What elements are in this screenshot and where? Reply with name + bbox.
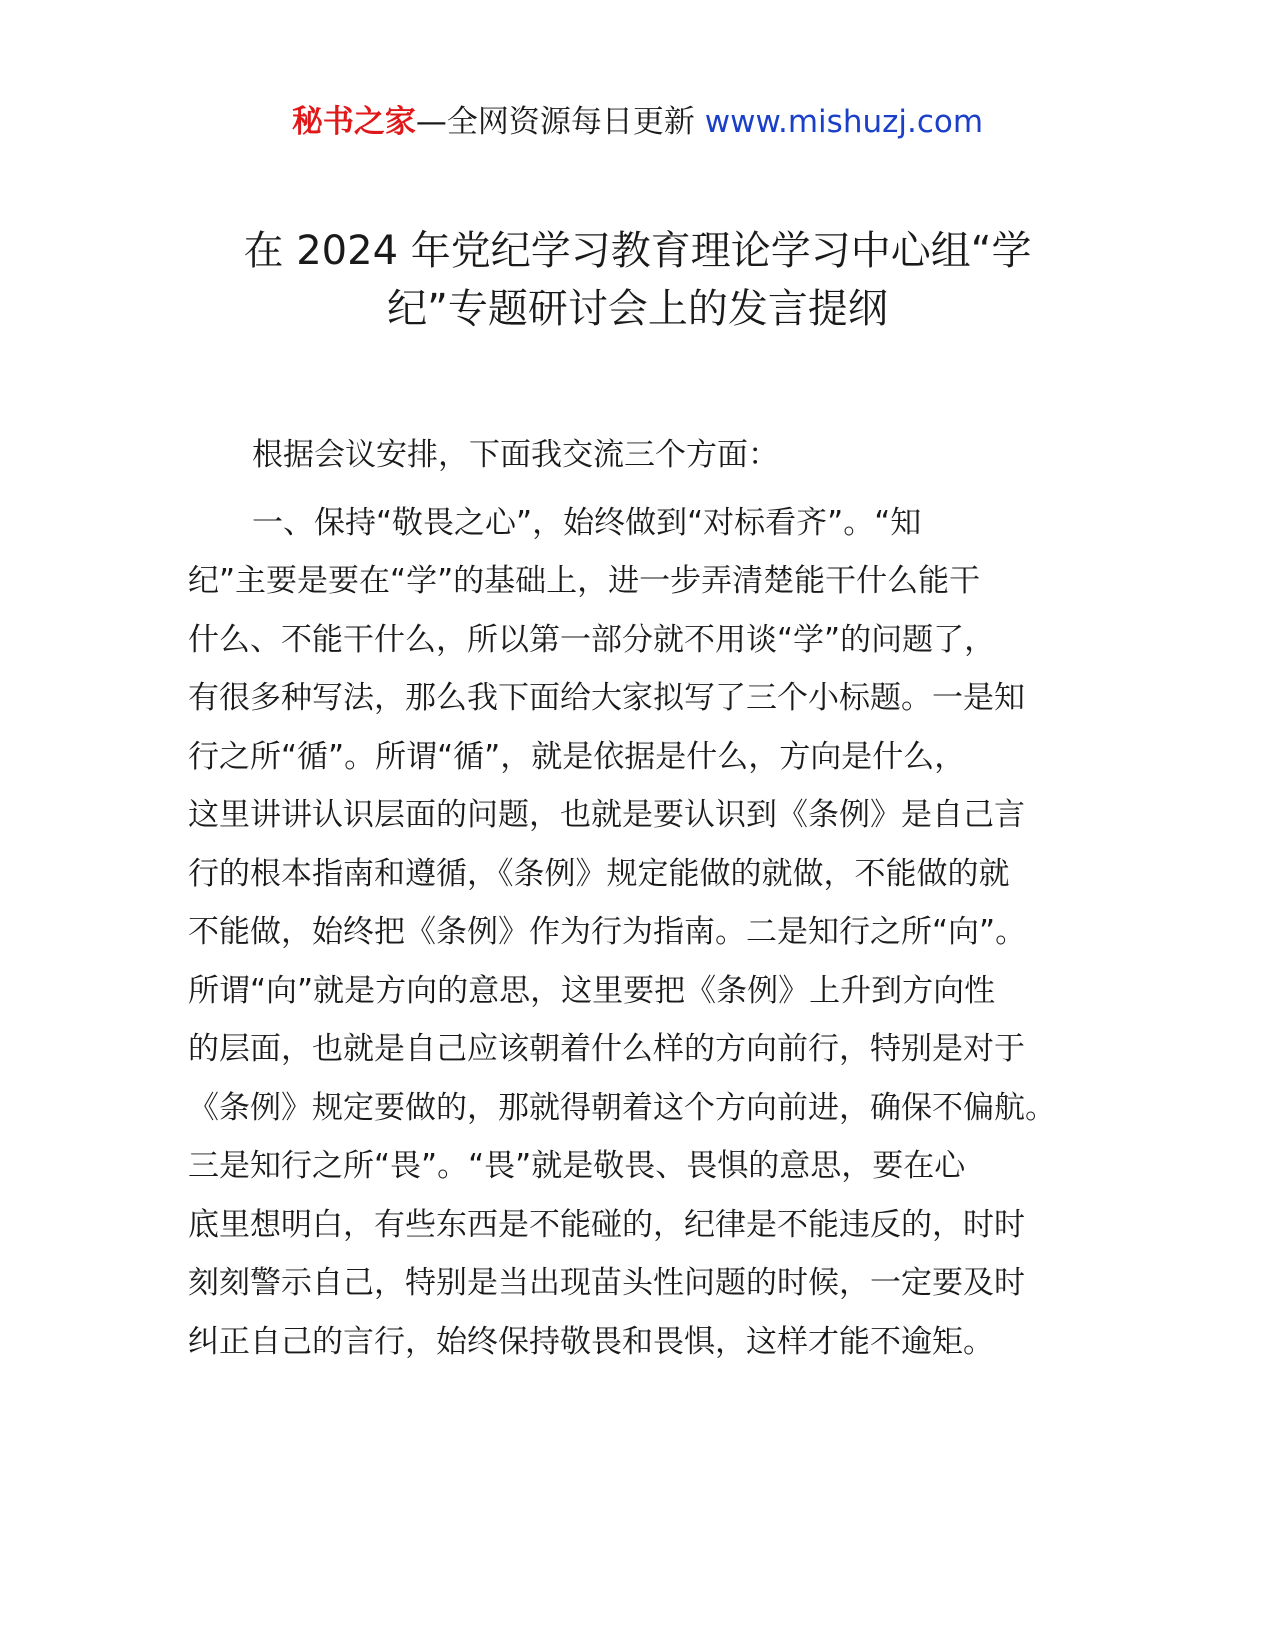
paragraph-line: 这里讲讲认识层面的问题，也就是要认识到《条例》是自己言 <box>188 797 1025 833</box>
site-url-link[interactable]: www.mishuzj.com <box>704 104 984 140</box>
paragraph-line: 的层面，也就是自己应该朝着什么样的方向前行，特别是对于 <box>188 1031 1025 1067</box>
section-1-paragraph <box>188 494 1088 1372</box>
document-title-line-1: 在 2024 年党纪学习教育理论学习中心组“学 <box>243 228 1032 274</box>
paragraph-line: 什么、不能干什么，所以第一部分就不用谈“学”的问题了， <box>188 621 996 658</box>
document-title-line-2: 纪”专题研讨会上的发言提纲 <box>387 286 888 332</box>
intro-line: 根据会议安排，下面我交流三个方面： <box>252 437 779 473</box>
paragraph-line: 《条例》规定要做的，那就得朝着这个方向前进，确保不偏航。 <box>188 1089 1056 1126</box>
document-title <box>150 222 1125 338</box>
paragraph-line: 不能做，始终把《条例》作为行为指南。二是知行之所“向”。 <box>188 914 1027 950</box>
intro-paragraph <box>188 426 1088 485</box>
paragraph-line: 底里想明白，有些东西是不能碰的，纪律是不能违反的，时时 <box>188 1206 1025 1243</box>
paragraph-line: 纪”主要是要在“学”的基础上，进一步弄清楚能干什么能干 <box>188 563 981 599</box>
paragraph-line: 刻刻警示自己，特别是当出现苗头性问题的时候，一定要及时 <box>188 1265 1025 1301</box>
paragraph-line: 行之所“循”。所谓“循”，就是依据是什么，方向是什么， <box>188 738 966 775</box>
site-header <box>0 100 1275 144</box>
paragraph-line: 三是知行之所“畏”。“畏”就是敬畏、畏惧的意思，要在心 <box>188 1148 966 1184</box>
document-body <box>188 426 1088 1371</box>
paragraph-line: 有很多种写法，那么我下面给大家拟写了三个小标题。一是知 <box>188 680 1025 716</box>
paragraph-line: 一、保持“敬畏之心”，始终做到“对标看齐”。“知 <box>252 504 922 541</box>
paragraph-line: 行的根本指南和遵循，《条例》规定能做的就做，不能做的就 <box>188 855 1010 892</box>
paragraph-gap <box>188 485 1088 494</box>
paragraph-line: 纠正自己的言行，始终保持敬畏和畏惧，这样才能不逾矩。 <box>188 1323 994 1360</box>
site-brand: 秘书之家 <box>291 104 416 140</box>
paragraph-line: 所谓“向”就是方向的意思，这里要把《条例》上升到方向性 <box>188 972 996 1009</box>
site-tagline: —全网资源每日更新 <box>415 104 705 140</box>
